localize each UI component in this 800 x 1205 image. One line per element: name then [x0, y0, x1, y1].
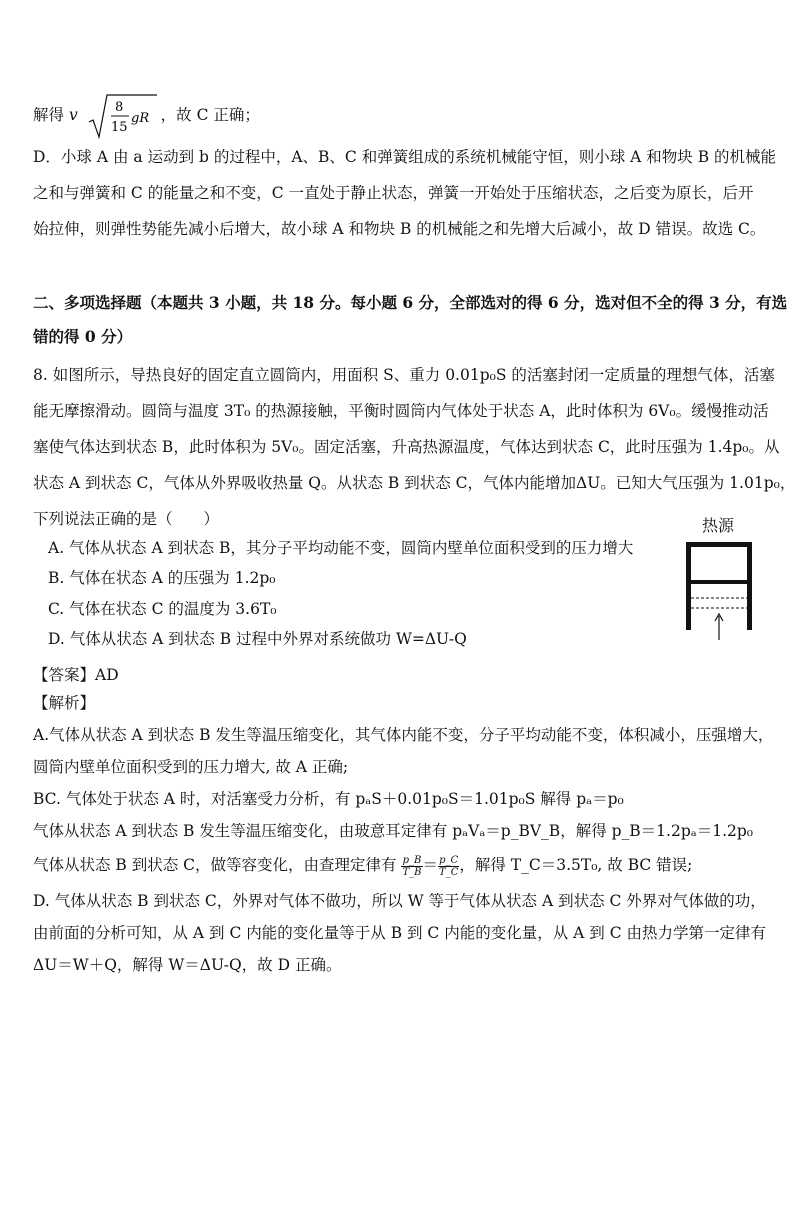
para-d-line3: 始拉伸，则弹性势能先减小后增大，故小球 A 和物块 B 的机械能之和先增大后减小，故 D 错误。故选 C。	[33, 220, 766, 238]
para-d-line2: 之和与弹簧和 C 的能量之和不变，C 一直处于静止状态，弹簧一开始处于压缩状态，之后变为原长，后开	[33, 184, 754, 202]
solution-line1: A.气体从状态 A 到状态 B 发生等温压缩变化，其气体内能不变，分子平均动能不变，体积减小，压强增大，	[33, 726, 774, 744]
option-a: A. 气体从状态 A 到状态 B，其分子平均动能不变，圆筒内壁单位面积受到的压力增大	[48, 539, 634, 557]
text: ，故 C 正确；	[160, 106, 260, 124]
option-c: C. 气体在状态 C 的温度为 3.6T₀	[48, 600, 277, 618]
option-b: B. 气体在状态 A 的压强为 1.2p₀	[48, 569, 276, 587]
solution-line4: 气体从状态 A 到状态 B 发生等温压缩变化，由玻意耳定律有 pₐVₐ＝p_BV_B，解得 p_B＝1.2pₐ＝1.2p₀	[33, 822, 754, 840]
svg-text:15: 15	[110, 120, 128, 135]
answer-label: 【答案】AD	[33, 666, 119, 684]
solution-line5	[33, 854, 692, 878]
solution-line7: 由前面的分析可知，从 A 到 C 内能的变化量等于从 B 到 C 内能的变化量，从 A 到 C 由热力学第一定律有	[33, 924, 766, 942]
solution-line3: BC. 气体处于状态 A 时，对活塞受力分析，有 pₐS＋0.01p₀S＝1.01p₀S 解得 pₐ＝p₀	[33, 790, 624, 808]
fraction-pc-tc: $\frac{p\_C}{T\_C}$	[439, 854, 459, 878]
fraction-pb-tb: $\frac{p\_B}{T\_B}$	[402, 854, 422, 878]
var-v: v	[68, 106, 78, 124]
svg-text:gR: gR	[130, 111, 149, 126]
question-line4: 状态 A 到状态 C，气体从外界吸收热量 Q。从状态 B 到状态 C，气体内能增加ΔU。已知大气压强为 1.01p₀，	[33, 474, 796, 492]
sqrt-expression	[87, 92, 157, 140]
heat-source-label: 热源	[701, 516, 734, 535]
cylinder-piston-icon	[678, 536, 758, 641]
line-solution-v	[33, 92, 260, 140]
question-line5: 下列说法正确的是（ ）	[33, 510, 220, 528]
equals-sign: ＝	[422, 856, 439, 874]
cylinder-diagram	[678, 516, 758, 641]
text: 解得	[33, 106, 69, 124]
sqrt-sign-icon	[87, 92, 157, 140]
solution-line6: D. 气体从状态 B 到状态 C，外界对气体不做功，所以 W 等于气体从状态 A 到状态 C 外界对气体做的功，	[33, 892, 766, 910]
text: ，解得 T_C＝3.5T₀, 故 BC 错误;	[459, 856, 693, 874]
question-line1: 8. 如图所示，导热良好的固定直立圆筒内，用面积 S、重力 0.01p₀S 的活塞封闭一定质量的理想气体，活塞	[33, 366, 775, 384]
text: 气体从状态 B 到状态 C，做等容变化，由查理定律有	[33, 856, 397, 874]
solution-line8: ΔU＝W＋Q，解得 W＝ΔU-Q，故 D 正确。	[33, 956, 342, 974]
svg-text:8: 8	[114, 100, 123, 115]
solution-line2: 圆筒内壁单位面积受到的压力增大, 故 A 正确;	[33, 758, 349, 776]
question-line3: 塞使气体达到状态 B，此时体积为 5V₀。固定活塞，升高热源温度，气体达到状态 C，此时压强为 1.4p₀。从	[33, 438, 780, 456]
analysis-label: 【解析】	[33, 694, 96, 712]
question-line2: 能无摩擦滑动。圆筒与温度 3T₀ 的热源接触，平衡时圆筒内气体处于状态 A，此时体积为 6V₀。缓慢推动活	[33, 402, 769, 420]
section-heading-2: 错的得 0 分）	[33, 327, 133, 346]
section-heading-1: 二、多项选择题（本题共 3 小题，共 18 分。每小题 6 分，全部选对的得 6 分，选对但不全的得 3 分，有选	[33, 293, 788, 312]
para-d-line1: D．小球 A 由 a 运动到 b 的过程中，A、B、C 和弹簧组成的系统机械能守恒，则小球 A 和物块 B 的机械能	[33, 148, 777, 166]
option-d: D. 气体从状态 A 到状态 B 过程中外界对系统做功 W=ΔU-Q	[48, 630, 467, 648]
